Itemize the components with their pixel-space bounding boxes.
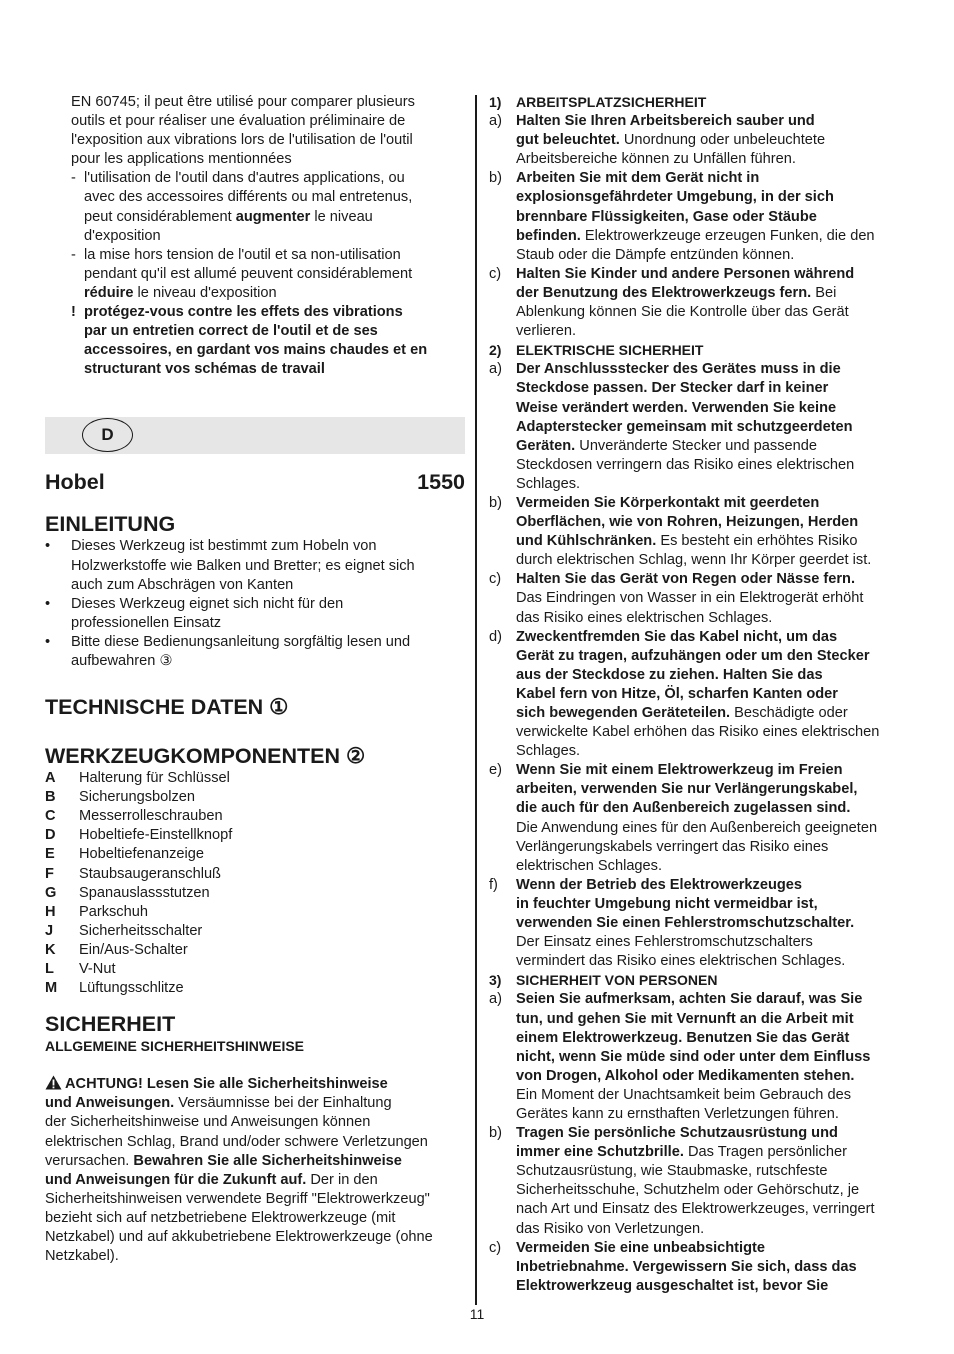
text-line: das Risiko von Verletzungen. <box>516 1220 705 1237</box>
text-line: vermindert das Risiko eines elektrischen Schlages. <box>516 953 846 970</box>
warning-triangle-icon <box>45 1075 62 1090</box>
left-column <box>45 93 465 1266</box>
text-line: structurant vos schémas de travail <box>84 361 325 378</box>
text-line: la mise hors tension de l'outil et sa non-utilisation <box>84 246 401 263</box>
text-line: verlieren. <box>516 323 577 340</box>
list-item <box>489 360 914 494</box>
text-line: EN 60745; il peut être utilisé pour comparer plusieurs <box>71 94 415 110</box>
text-line: arbeiten, verwenden Sie nur Verlängerungskabel, <box>516 781 858 798</box>
text-line: outils et pour réaliser une évaluation préliminaire de <box>71 113 406 130</box>
text-line: Elektrowerkzeug ausgeschaltet ist, bevor Sie <box>516 1277 829 1294</box>
section-2-items <box>489 360 914 971</box>
text-line: bezieht sich auf netzbetriebene Elektrowerkzeuge (mit <box>45 1209 396 1226</box>
list-item: K Ein/Aus-Schalter <box>45 941 188 958</box>
text-line: accessoires, en gardant vos mains chaudes et en <box>84 342 428 359</box>
text-line: Inbetriebnahme. Vergewissern Sie sich, dass das <box>516 1258 857 1275</box>
text-line: Zweckentfremden Sie das Kabel nicht, um das <box>516 628 838 645</box>
text-line: nicht, wenn Sie müde sind oder unter dem Einfluss <box>516 1048 871 1065</box>
text-line: Gerätes kann zu ernsthaften Verletzungen führen. <box>516 1105 839 1122</box>
text-line: l'utilisation de l'outil dans d'autres applications, ou <box>84 170 405 187</box>
text-line: gut beleuchtet. Unordnung oder unbeleuchtete <box>516 132 826 149</box>
text-line: und Kühlschränken. Es besteht ein erhöhtes Risiko <box>516 533 858 550</box>
list-item: • Bitte diese Bedienungsanleitung sorgfältig lesen und aufbewahren ③ <box>45 633 411 669</box>
text-line: der Sicherheitshinweise und Anweisungen können <box>45 1114 371 1131</box>
heading-einleitung: EINLEITUNG <box>45 512 176 537</box>
text-line: nach Art und Einsatz des Elektrowerkzeuges, verringert <box>516 1201 875 1218</box>
list-item <box>489 1124 914 1239</box>
text-line: protégez-vous contre les effets des vibrations <box>84 304 403 321</box>
dash-marker: - <box>71 246 76 263</box>
text-line: réduire le niveau d'exposition <box>84 284 277 301</box>
language-badge: D <box>82 418 133 452</box>
text-line: pour les applications mentionnées <box>71 151 292 168</box>
text-line: Arbeiten Sie mit dem Gerät nicht in <box>516 170 760 187</box>
item-marker: a) <box>489 991 502 1008</box>
text-line: ACHTUNG! Lesen Sie alle Sicherheitshinweise <box>45 1075 465 1094</box>
text-line: verursachen. Bewahren Sie alle Sicherheitshinweise <box>45 1152 402 1169</box>
page-number: 11 <box>469 1306 485 1322</box>
text-line: verwickelte Kabel erhöhen das Risiko eines elektrischen <box>516 724 880 741</box>
text-line: Halten Sie das Gerät von Regen oder Nässe fern. <box>516 571 856 588</box>
list-item: L V-Nut <box>45 961 116 977</box>
text-line: die auch für den Außenbereich zugelassen sind. <box>516 800 851 817</box>
list-item <box>489 628 914 762</box>
text-line: Sicherheitshinweisen verwendete Begriff "Elektrowerkzeug" <box>45 1190 430 1207</box>
list-item <box>489 761 914 876</box>
text-line: sich bewegenden Geräteteilen. Beschädigte oder <box>516 705 848 721</box>
text-line: Verlängerungskabels verringert das Risiko eines <box>516 838 829 855</box>
text-line: Weise verändert werden. Verwenden Sie keine <box>516 399 837 416</box>
text-line: elektrischen Schlag, Brand und/oder schwere Verletzungen <box>45 1133 428 1150</box>
intro-paragraph <box>45 93 465 169</box>
text-line: Steckdosen verringern das Risiko eines elektrischen <box>516 456 855 473</box>
text-line: Der Einsatz eines Fehlerstromschutzschalters <box>516 934 813 951</box>
text-line: Schutzausrüstung, wie Staubmaske, rutschfeste <box>516 1163 828 1180</box>
text-line: und Anweisungen. Versäumnisse bei der Einhaltung <box>45 1095 392 1112</box>
text-line: Die Anwendung eines für den Außenbereich geeigneten <box>516 819 878 836</box>
product-number: 1550 <box>417 470 465 495</box>
text-line: Adapterstecker gemeinsam mit schutzgeerdeten <box>516 418 853 435</box>
text-line: Arbeitsbereiche können zu Unfällen führen. <box>516 151 796 168</box>
text-line: Schlages. <box>516 475 581 492</box>
text-line: brennbare Flüssigkeiten, Gase oder Stäube <box>516 208 817 225</box>
list-item: • Dieses Werkzeug ist bestimmt zum Hobeln von Holzwerkstoffe wie Balken und Bretter; es eignet sich auch zum Abschrägen von Kanten <box>45 538 415 593</box>
list-item: A Halterung für Schlüssel <box>45 770 230 787</box>
list-item: G Spanauslassstutzen <box>45 884 210 901</box>
text-line: der Benutzung des Elektrowerkzeugs fern. Bei <box>516 284 837 301</box>
text-line: Ablenkung können Sie die Kontrolle über das Gerät <box>516 304 849 321</box>
product-name: Hobel <box>45 470 105 495</box>
text-line: aus der Steckdose zu ziehen. Halten Sie das <box>516 666 823 683</box>
list-item <box>489 876 914 971</box>
list-item: E Hobeltiefenanzeige <box>45 846 204 863</box>
item-marker: a) <box>489 113 502 130</box>
text-line: elektrischen Schlages. <box>516 857 663 874</box>
text-line: Vermeiden Sie eine unbeabsichtigte <box>516 1239 765 1256</box>
text-line: verwenden Sie einen Fehlerstromschutzschalter. <box>516 915 855 932</box>
intro-bullets <box>45 537 465 671</box>
list-item: J Sicherheitsschalter <box>45 922 203 939</box>
item-marker: f) <box>489 876 498 893</box>
text-line: d'exposition <box>84 227 161 244</box>
vibration-warning <box>45 303 465 379</box>
dash-item-1 <box>45 169 465 245</box>
text-line: Netzkabel). <box>45 1248 119 1265</box>
text-line: Gerät zu tragen, aufzuhängen oder um den Stecker <box>516 647 870 664</box>
text-line: Halten Sie Kinder und andere Personen während <box>516 265 855 282</box>
text-line: Seien Sie aufmerksam, achten Sie darauf, was Sie <box>516 991 863 1008</box>
right-column <box>489 93 914 1296</box>
text-line: einem Elektrowerkzeug. Benutzen Sie das Gerät <box>516 1029 850 1046</box>
text-line: immer eine Schutzbrille. Das Tragen persönlicher <box>516 1144 847 1161</box>
component-list <box>45 769 465 998</box>
list-item <box>489 112 914 169</box>
text-line: par un entretien correct de l'outil et de ses <box>84 323 378 340</box>
text-line: befinden. Elektrowerkzeuge erzeugen Funken, die den <box>516 227 875 244</box>
text-line: Halten Sie Ihren Arbeitsbereich sauber und <box>516 113 815 130</box>
text-line: Kabel fern von Hitze, Öl, scharfen Kanten oder <box>516 685 838 702</box>
text-line: explosionsgefährdeter Umgebung, in der sich <box>516 189 834 206</box>
list-item: • Dieses Werkzeug eignet sich nicht für den professionellen Einsatz <box>45 595 344 631</box>
text-line: und Anweisungen für die Zukunft auf. Der in den <box>45 1171 378 1188</box>
section-3-items <box>489 990 914 1296</box>
text-line: Netzkabel) und auf akkubetriebene Elektrowerkzeuge (ohne <box>45 1229 433 1246</box>
list-item: B Sicherungsbolzen <box>45 789 196 806</box>
text-line: von Drogen, Alkohol oder Medikamenten stehen. <box>516 1067 855 1084</box>
text-line: pendant qu'il est allumé peuvent considérablement <box>84 265 413 282</box>
item-marker: e) <box>489 762 502 779</box>
list-item <box>489 990 914 1124</box>
text-line: Steckdose passen. Der Stecker darf in keiner <box>516 380 829 397</box>
item-marker: a) <box>489 361 502 378</box>
text-line: Geräten. Unveränderte Stecker und passende <box>516 437 817 454</box>
text-line: l'exposition aux vibrations lors de l'utilisation de l'outil <box>71 132 413 149</box>
text-line: Wenn Sie mit einem Elektrowerkzeug im Freien <box>516 762 843 779</box>
item-marker: c) <box>489 571 502 588</box>
dash-item-2 <box>45 246 465 303</box>
section-1-items <box>489 112 914 341</box>
exclamation-marker: ! <box>71 304 76 321</box>
item-marker: b) <box>489 170 502 187</box>
general-warning <box>45 1075 465 1266</box>
list-item <box>489 494 914 570</box>
text-line: Ein Moment der Unachtsamkeit beim Gebrauch des <box>516 1086 852 1103</box>
heading-technische-daten: TECHNISCHE DATEN ① <box>45 695 289 720</box>
item-marker: c) <box>489 1239 502 1256</box>
heading-werkzeugkomponenten: WERKZEUGKOMPONENTEN ② <box>45 744 366 769</box>
list-item: C Messerrolleschrauben <box>45 808 223 825</box>
subheading-allgemeine: ALLGEMEINE SICHERHEITSHINWEISE <box>45 1038 305 1055</box>
item-marker: b) <box>489 494 502 511</box>
text-line: Das Eindringen von Wasser in ein Elektrogerät erhöht <box>516 590 864 607</box>
column-divider <box>475 95 477 1305</box>
text-line: Schlages. <box>516 743 581 760</box>
list-item: F Staubsaugeranschluß <box>45 865 221 882</box>
text-line: in feuchter Umgebung nicht vermeidbar ist, <box>516 895 818 912</box>
dash-marker: - <box>71 170 76 187</box>
text-line: avec des accessoires différents ou mal entretenus, <box>84 189 413 206</box>
list-item: H Parkschuh <box>45 903 148 920</box>
text-line: das Risiko eines elektrischen Schlages. <box>516 609 773 626</box>
text-line: durch elektrischen Schlag, wenn Ihr Körper geerdet ist. <box>516 552 872 569</box>
section-heading-1: 1) ARBEITSPLATZSICHERHEIT <box>489 94 707 110</box>
section-heading-3: 3) SICHERHEIT VON PERSONEN <box>489 972 718 989</box>
list-item <box>489 1239 914 1296</box>
list-item <box>489 570 914 627</box>
language-bar <box>45 417 465 454</box>
text-line: peut considérablement augmenter le niveau <box>84 208 373 225</box>
item-marker: c) <box>489 265 502 282</box>
text-line: Staub oder die Dämpfe entzünden können. <box>516 246 795 263</box>
list-item <box>489 265 914 341</box>
text-line: Oberflächen, wie von Rohren, Heizungen, Herden <box>516 514 859 531</box>
list-item: D Hobeltiefe-Einstellknopf <box>45 827 233 844</box>
section-heading-2: 2) ELEKTRISCHE SICHERHEIT <box>489 342 704 359</box>
text-line: Wenn der Betrieb des Elektrowerkzeuges <box>516 876 803 893</box>
item-marker: b) <box>489 1125 502 1142</box>
text-line: Vermeiden Sie Körperkontakt mit geerdeten <box>516 494 820 511</box>
text-line: Tragen Sie persönliche Schutzausrüstung und <box>516 1125 838 1142</box>
text-line: tun, und gehen Sie mit Vernunft an die Arbeit mit <box>516 1010 854 1027</box>
list-item <box>489 169 914 264</box>
text-line: Sicherheitsschuhe, Schutzhelm oder Gehörschutz, je <box>516 1182 860 1199</box>
text-line: Der Anschlussstecker des Gerätes muss in die <box>516 361 841 378</box>
list-item: M Lüftungsschlitze <box>45 980 184 997</box>
heading-sicherheit: SICHERHEIT <box>45 1012 176 1037</box>
product-title <box>45 469 465 495</box>
item-marker: d) <box>489 628 502 645</box>
